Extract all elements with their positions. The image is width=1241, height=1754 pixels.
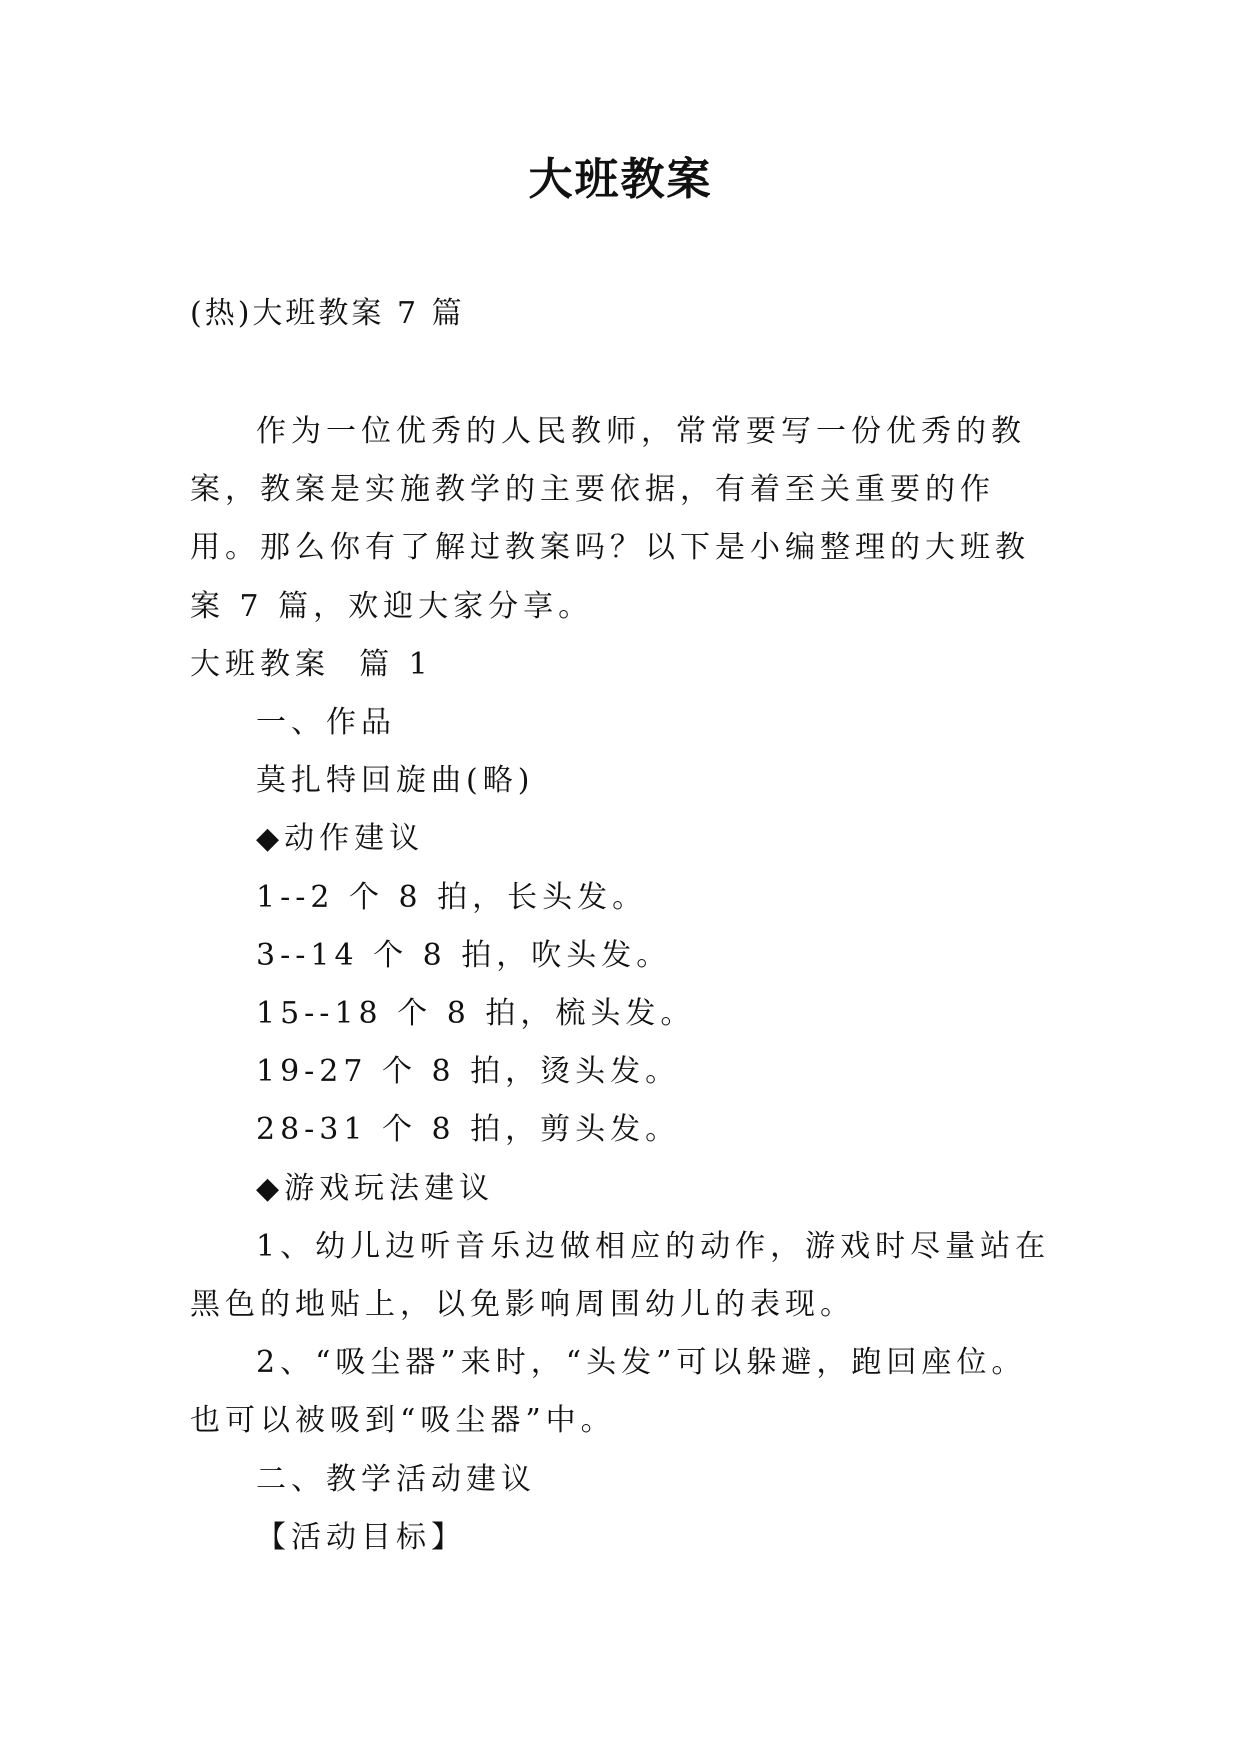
subheading: ◆游戏玩法建议	[256, 1170, 495, 1206]
document-title: 大班教案	[528, 154, 713, 205]
list-item: 28-31 个 8 拍，剪头发。	[256, 1112, 681, 1148]
paragraph: 2、“吸尘器”来时，“头发”可以躲避，跑回座位。也可以被吸到“吸尘器”中。	[190, 1345, 1027, 1439]
list-item: 1--2 个 8 拍，长头发。	[256, 879, 648, 915]
subheading: 一、作品	[256, 705, 396, 741]
subheading: 【活动目标】	[256, 1519, 466, 1555]
list-item: 19-27 个 8 拍，烫头发。	[256, 1054, 681, 1090]
list-item: 3--14 个 8 拍，吹头发。	[256, 937, 672, 973]
paragraph: 1、幼儿边听音乐边做相应的动作，游戏时尽量站在黑色的地贴上，以免影响周围幼儿的表现。	[190, 1228, 1051, 1323]
subheading: 二、教学活动建议	[256, 1461, 536, 1497]
list-item: 15--18 个 8 拍，梳头发。	[256, 996, 696, 1032]
section-heading: 大班教案 篇 1	[190, 646, 433, 682]
subheading: ◆动作建议	[256, 821, 425, 857]
paragraph: 莫扎特回旋曲(略)	[256, 763, 535, 799]
document-body	[190, 403, 1052, 1567]
document-subtitle: (热)大班教案 7 篇	[190, 296, 465, 331]
intro-paragraph: 作为一位优秀的人民教师，常常要写一份优秀的教案，教案是实施教学的主要依据，有着至关重要的作用。那么你有了解过教案吗？以下是小编整理的大班教案 7 篇，欢迎大家分享。	[190, 414, 1030, 624]
